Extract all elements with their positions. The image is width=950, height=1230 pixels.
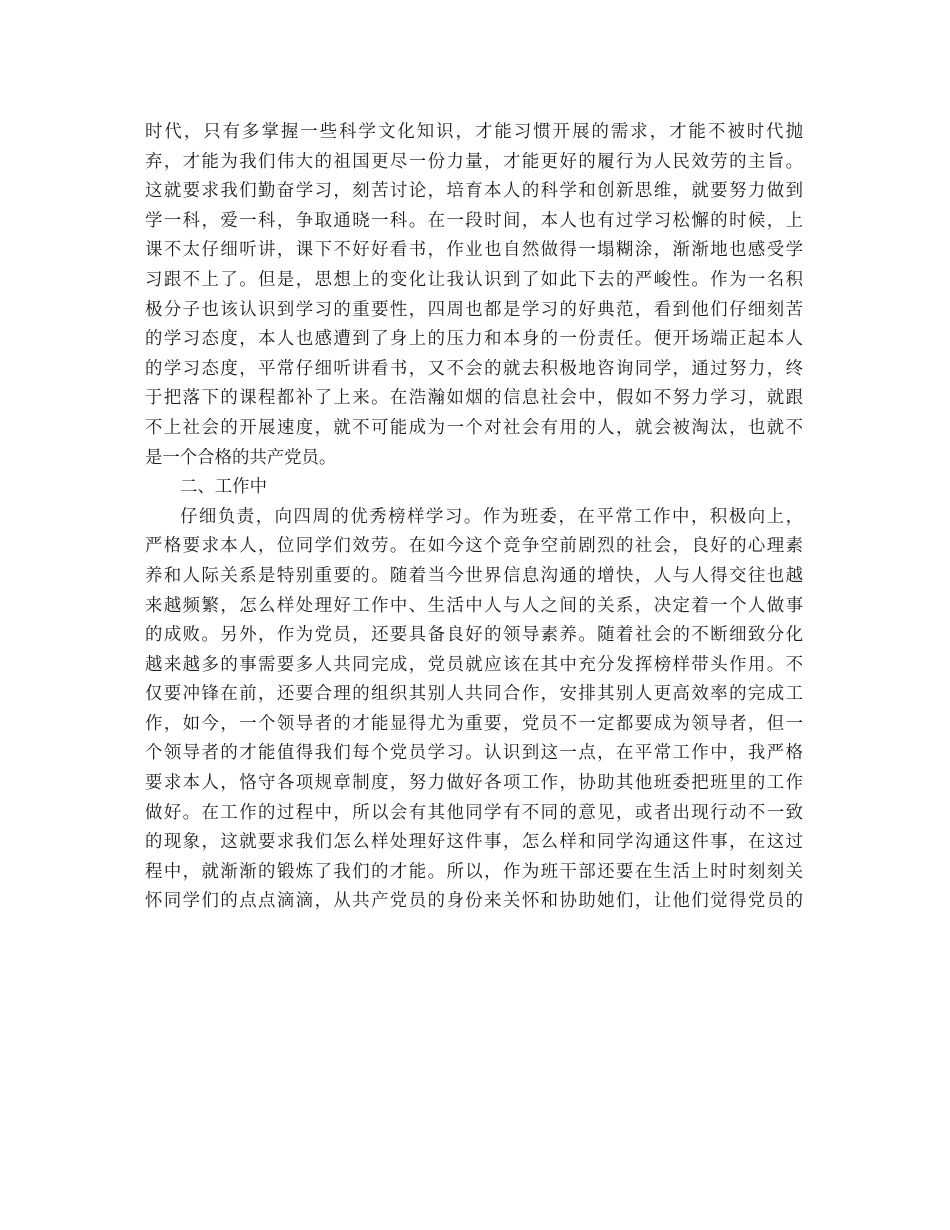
text-line: 这就要求我们勤奋学习，刻苦讨论，培育本人的科学和创新思维，就要努力做到 — [145, 181, 803, 202]
text-line: 是一个合格的共产党员。 — [145, 447, 337, 468]
document-body — [145, 118, 803, 917]
text-line: 极分子也该认识到学习的重要性，四周也都是学习的好典范，看到他们仔细刻苦 — [145, 299, 803, 320]
text-line: 严格要求本人，位同学们效劳。在如今这个竞争空前剧烈的社会，良好的心理素 — [145, 536, 803, 557]
text-line: 作，如今，一个领导者的才能显得尤为重要，党员不一定都要成为领导者，但一 — [145, 713, 803, 734]
text-line: 弃，才能为我们伟大的祖国更尽一份力量，才能更好的履行为人民效劳的主旨。 — [145, 151, 803, 172]
paragraph-first-line: 仔细负责，向四周的优秀榜样学习。作为班委，在平常工作中，积极向上， — [180, 506, 803, 527]
text-line: 做好。在工作的过程中，所以会有其他同学有不同的意见，或者出现行动不一致 — [145, 802, 803, 823]
text-line: 时代，只有多掌握一些科学文化知识，才能习惯开展的需求，才能不被时代抛 — [145, 122, 803, 142]
text-line: 不上社会的开展速度，就不可能成为一个对社会有用的人，就会被淘汰，也就不 — [145, 417, 803, 438]
text-line: 养和人际关系是特别重要的。随着当今世界信息沟通的增快，人与人得交往也越 — [145, 565, 803, 586]
text-line: 习跟不上了。但是，思想上的变化让我认识到了如此下去的严峻性。作为一名积 — [145, 269, 803, 290]
text-line: 课不太仔细听讲，课下不好好看书，作业也自然做得一塌糊涂，渐渐地也感受学 — [145, 240, 803, 261]
text-line: 于把落下的课程都补了上来。在浩瀚如烟的信息社会中，假如不努力学习，就跟 — [145, 388, 803, 409]
text-line: 要求本人，恪守各项规章制度，努力做好各项工作，协助其他班委把班里的工作 — [145, 773, 803, 794]
text-line: 的成败。另外，作为党员，还要具备良好的领导素养。随着社会的不断细致分化 — [145, 625, 803, 646]
text-line: 怀同学们的点点滴滴，从共产党员的身份来关怀和协助她们，让他们觉得党员的 — [145, 891, 803, 912]
text-line: 的现象，这就要求我们怎么样处理好这件事，怎么样和同学沟通这件事，在这过 — [145, 832, 803, 853]
section-heading: 二、工作中 — [180, 477, 267, 498]
text-line: 越来越多的事需要多人共同完成，党员就应该在其中充分发挥榜样带头作用。不 — [145, 654, 803, 675]
text-line: 学一科，爱一科，争取通晓一科。在一段时间，本人也有过学习松懈的时候，上 — [145, 210, 803, 231]
text-line: 的学习态度，本人也感遭到了身上的压力和本身的一份责任。便开场端正起本人 — [145, 329, 803, 350]
text-line: 个领导者的才能值得我们每个党员学习。认识到这一点，在平常工作中，我严格 — [145, 743, 803, 764]
text-line: 程中，就渐渐的锻炼了我们的才能。所以，作为班干部还要在生活上时时刻刻关 — [145, 861, 803, 882]
text-line: 仅要冲锋在前，还要合理的组织其别人共同合作，安排其别人更高效率的完成工 — [145, 684, 803, 705]
text-line: 来越频繁，怎么样处理好工作中、生活中人与人之间的关系，决定着一个人做事 — [145, 595, 803, 616]
text-line: 的学习态度，平常仔细听讲看书，又不会的就去积极地咨询同学，通过努力，终 — [145, 358, 803, 379]
